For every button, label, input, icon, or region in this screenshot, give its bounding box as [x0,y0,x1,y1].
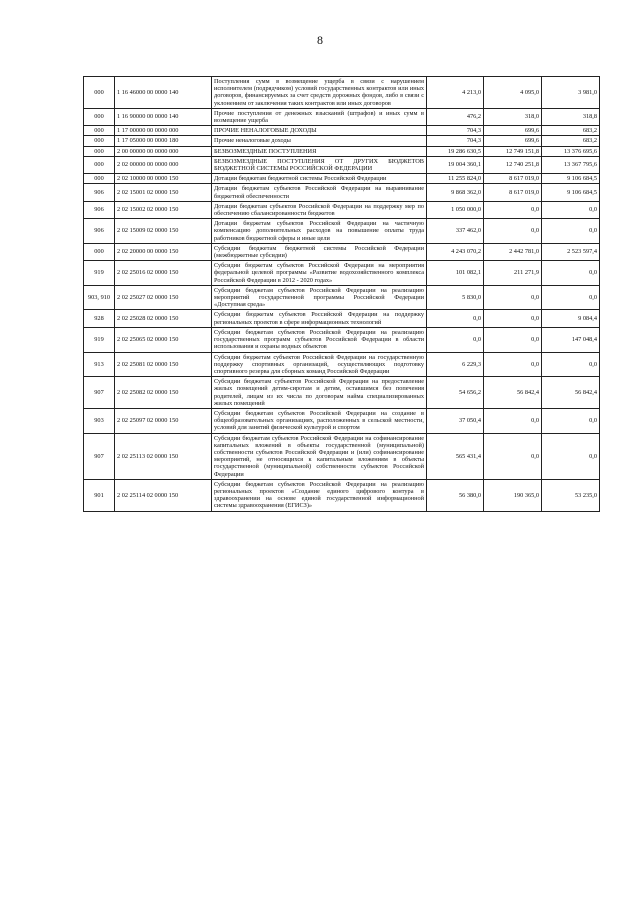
admin-code-cell: 903, 910 [84,285,115,310]
table-row [84,433,600,479]
revenue-name-cell: БЕЗВОЗМЕЗДНЫЕ ПОСТУПЛЕНИЯ ОТ ДРУГИХ БЮДЖЕТОВ БЮДЖЕТНОЙ СИСТЕМЫ РОССИЙСКОЙ ФЕДЕРАЦИИ [212,156,427,173]
admin-code-cell: 906 [84,184,115,201]
budget-code-cell: 2 02 25065 02 0000 150 [115,327,212,352]
amount-year3-cell: 0,0 [542,352,600,377]
revenue-name-cell: Поступления сумм в возмещение ущерба в связи с нарушением исполнителем (подрядчиком) условий государственных контрактов или иных договоров, финансируемых за счет средств дорожных фондов, либо в связи с уклонением от заключения таких контрактов или иных договоров [212,77,427,109]
amount-year3-cell: 318,8 [542,108,600,125]
revenue-name-cell: Субсидии бюджетам субъектов Российской Федерации на государственную поддержку спортивных организаций, осуществляющих подготовку спортивного резерва для сборных команд Российской Федерации [212,352,427,377]
amount-year3-cell: 13 367 795,6 [542,156,600,173]
amount-year1-cell: 19 286 630,5 [427,146,484,156]
table-row [84,136,600,146]
budget-code-cell: 2 02 25097 02 0000 150 [115,408,212,433]
admin-code-cell: 901 [84,479,115,511]
amount-year1-cell: 476,2 [427,108,484,125]
revenue-name-cell: Субсидии бюджетам субъектов Российской Федерации на реализацию региональных проектов «Создание единого цифрового контура в здравоохранении на основе единой государственной информационной системы здравоохранения (ЕГИСЗ)» [212,479,427,511]
budget-code-cell: 2 00 00000 00 0000 000 [115,146,212,156]
amount-year2-cell: 0,0 [484,433,542,479]
page-number: 8 [317,33,323,47]
budget-code-cell: 2 02 25082 02 0000 150 [115,377,212,409]
budget-code-cell: 2 02 25113 02 0000 150 [115,433,212,479]
table-row [84,327,600,352]
amount-year1-cell: 4 243 070,2 [427,243,484,260]
admin-code-cell: 000 [84,136,115,146]
budget-code-cell: 2 02 25016 02 0000 150 [115,261,212,286]
amount-year1-cell: 0,0 [427,327,484,352]
amount-year3-cell: 0,0 [542,201,600,218]
budget-code-cell: 2 02 25114 02 0000 150 [115,479,212,511]
amount-year1-cell: 5 830,0 [427,285,484,310]
budget-code-cell: 2 02 15009 02 0000 150 [115,219,212,244]
amount-year1-cell: 0,0 [427,310,484,327]
amount-year3-cell: 9 106 684,5 [542,174,600,184]
amount-year2-cell: 211 271,9 [484,261,542,286]
revenue-name-cell: Прочие неналоговые доходы [212,136,427,146]
revenue-name-cell: Дотации бюджетам бюджетной системы Российской Федерации [212,174,427,184]
revenue-name-cell: Субсидии бюджетам бюджетной системы Российской Федерации (межбюджетные субсидии) [212,243,427,260]
table-row [84,174,600,184]
budget-code-cell: 2 02 25081 02 0000 150 [115,352,212,377]
amount-year2-cell: 8 617 019,0 [484,174,542,184]
revenue-name-cell: Субсидии бюджетам субъектов Российской Федерации на реализацию мероприятий государственной программы Российской Федерации «Доступная среда» [212,285,427,310]
amount-year2-cell: 699,6 [484,136,542,146]
admin-code-cell: 000 [84,77,115,109]
table-row [84,479,600,511]
budget-code-cell: 1 17 00000 00 0000 000 [115,126,212,136]
amount-year1-cell: 6 229,3 [427,352,484,377]
budget-code-cell: 2 02 10000 00 0000 150 [115,174,212,184]
amount-year3-cell: 147 048,4 [542,327,600,352]
amount-year2-cell: 8 617 019,0 [484,184,542,201]
revenue-name-cell: Дотации бюджетам субъектов Российской Федерации на выравнивание бюджетной обеспеченности [212,184,427,201]
amount-year1-cell: 9 868 362,0 [427,184,484,201]
admin-code-cell: 906 [84,201,115,218]
amount-year3-cell: 3 981,0 [542,77,600,109]
table-body [84,77,600,512]
amount-year3-cell: 56 842,4 [542,377,600,409]
amount-year2-cell: 0,0 [484,285,542,310]
budget-code-cell: 2 02 15001 02 0000 150 [115,184,212,201]
budget-code-cell: 2 02 20000 00 0000 150 [115,243,212,260]
revenue-table [83,76,600,512]
amount-year2-cell: 0,0 [484,310,542,327]
amount-year1-cell: 19 004 360,1 [427,156,484,173]
table-row [84,285,600,310]
admin-code-cell: 000 [84,126,115,136]
amount-year2-cell: 2 442 781,0 [484,243,542,260]
amount-year3-cell: 2 523 597,4 [542,243,600,260]
revenue-name-cell: Прочие поступления от денежных взысканий (штрафов) и иных сумм в возмещение ущерба [212,108,427,125]
amount-year3-cell: 0,0 [542,285,600,310]
table-row [84,408,600,433]
amount-year1-cell: 565 431,4 [427,433,484,479]
revenue-name-cell: Дотации бюджетам субъектов Российской Федерации на частичную компенсацию дополнительных расходов на повышение оплаты труда работников бюджетной сферы и иные цели [212,219,427,244]
table-row [84,108,600,125]
amount-year2-cell: 56 842,4 [484,377,542,409]
table-row [84,184,600,201]
amount-year2-cell: 699,6 [484,126,542,136]
table-row [84,310,600,327]
amount-year1-cell: 704,3 [427,136,484,146]
admin-code-cell: 919 [84,261,115,286]
amount-year2-cell: 0,0 [484,219,542,244]
amount-year1-cell: 1 050 000,0 [427,201,484,218]
revenue-name-cell: БЕЗВОЗМЕЗДНЫЕ ПОСТУПЛЕНИЯ [212,146,427,156]
budget-code-cell: 1 16 46000 00 0000 140 [115,77,212,109]
amount-year2-cell: 0,0 [484,327,542,352]
revenue-name-cell: Субсидии бюджетам субъектов Российской Федерации на поддержку региональных проектов в сфере информационных технологий [212,310,427,327]
amount-year3-cell: 0,0 [542,433,600,479]
table-row [84,156,600,173]
amount-year3-cell: 0,0 [542,408,600,433]
revenue-name-cell: Субсидии бюджетам субъектов Российской Федерации на реализацию государственных программ субъектов Российской Федерации в области использования и охраны водных объектов [212,327,427,352]
budget-code-cell: 2 02 25028 02 0000 150 [115,310,212,327]
amount-year1-cell: 11 255 824,0 [427,174,484,184]
table-row [84,261,600,286]
table-row [84,146,600,156]
table-row [84,377,600,409]
budget-code-cell: 1 17 05000 00 0000 180 [115,136,212,146]
admin-code-cell: 000 [84,146,115,156]
admin-code-cell: 928 [84,310,115,327]
budget-code-cell: 2 02 00000 00 0000 000 [115,156,212,173]
table-row [84,243,600,260]
budget-code-cell: 2 02 15002 02 0000 150 [115,201,212,218]
admin-code-cell: 000 [84,108,115,125]
amount-year1-cell: 56 380,0 [427,479,484,511]
table-row [84,352,600,377]
amount-year2-cell: 0,0 [484,352,542,377]
amount-year3-cell: 0,0 [542,219,600,244]
admin-code-cell: 000 [84,156,115,173]
amount-year1-cell: 54 656,2 [427,377,484,409]
amount-year3-cell: 13 376 695,6 [542,146,600,156]
admin-code-cell: 000 [84,174,115,184]
amount-year1-cell: 37 050,4 [427,408,484,433]
amount-year2-cell: 0,0 [484,408,542,433]
amount-year2-cell: 12 749 151,8 [484,146,542,156]
amount-year3-cell: 683,2 [542,136,600,146]
amount-year2-cell: 0,0 [484,201,542,218]
amount-year1-cell: 101 082,1 [427,261,484,286]
table-row [84,201,600,218]
admin-code-cell: 903 [84,408,115,433]
revenue-name-cell: Субсидии бюджетам субъектов Российской Федерации на создание в общеобразовательных организациях, расположенных в сельской местности, условий для занятий физической культурой и спортом [212,408,427,433]
revenue-name-cell: Дотации бюджетам субъектов Российской Федерации на поддержку мер по обеспечению сбалансированности бюджетов [212,201,427,218]
amount-year3-cell: 683,2 [542,126,600,136]
amount-year1-cell: 704,3 [427,126,484,136]
amount-year1-cell: 4 213,0 [427,77,484,109]
budget-code-cell: 1 16 90000 00 0000 140 [115,108,212,125]
revenue-name-cell: Субсидии бюджетам субъектов Российской Федерации на мероприятия федеральной целевой программы «Развитие водохозяйственного комплекса Российской Федерации в 2012 - 2020 годах» [212,261,427,286]
revenue-name-cell: ПРОЧИЕ НЕНАЛОГОВЫЕ ДОХОДЫ [212,126,427,136]
amount-year2-cell: 4 095,0 [484,77,542,109]
admin-code-cell: 913 [84,352,115,377]
table-row [84,126,600,136]
revenue-name-cell: Субсидии бюджетам субъектов Российской Федерации на предоставление жилых помещений детям-сиротам и детям, оставшимся без попечения родителей, лицам из их числа по договорам найма специализированных жилых помещений [212,377,427,409]
amount-year3-cell: 9 084,4 [542,310,600,327]
admin-code-cell: 907 [84,433,115,479]
admin-code-cell: 000 [84,243,115,260]
admin-code-cell: 919 [84,327,115,352]
amount-year1-cell: 337 462,0 [427,219,484,244]
amount-year3-cell: 0,0 [542,261,600,286]
amount-year2-cell: 318,0 [484,108,542,125]
amount-year3-cell: 53 235,0 [542,479,600,511]
table-row [84,219,600,244]
amount-year2-cell: 190 365,0 [484,479,542,511]
revenue-name-cell: Субсидии бюджетам субъектов Российской Федерации на софинансирование капитальных вложений в объекты государственной (муниципальной) собственности субъектов Российской Федерации и (или) софинансирование мероприятий, не относящихся к капитальным вложениям в объекты государственной (муниципальной) собственности субъектов Российской Федерации [212,433,427,479]
table-row [84,77,600,109]
admin-code-cell: 906 [84,219,115,244]
amount-year3-cell: 9 106 684,5 [542,184,600,201]
amount-year2-cell: 12 740 251,8 [484,156,542,173]
admin-code-cell: 907 [84,377,115,409]
budget-code-cell: 2 02 25027 02 0000 150 [115,285,212,310]
